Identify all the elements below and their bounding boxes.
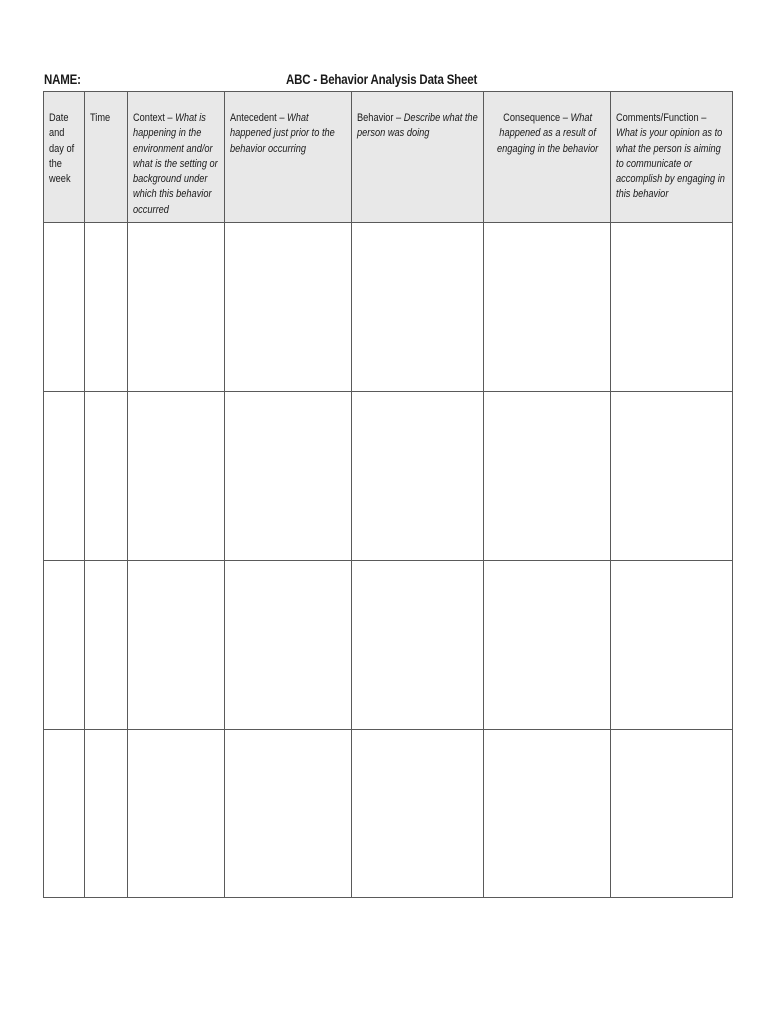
comments-cell[interactable] [611, 223, 733, 392]
date-cell[interactable] [44, 561, 85, 730]
time-cell[interactable] [85, 730, 128, 898]
table-row [44, 561, 733, 730]
column-header-consequence: Consequence – What happened as a result of engaging in the behavior [484, 92, 611, 223]
name-label: NAME: [44, 71, 81, 87]
time-cell[interactable] [85, 561, 128, 730]
context-cell[interactable] [128, 561, 225, 730]
comments-cell[interactable] [611, 730, 733, 898]
table-row [44, 223, 733, 392]
behavior-cell[interactable] [352, 392, 484, 561]
table-row [44, 392, 733, 561]
comments-cell[interactable] [611, 561, 733, 730]
behavior-cell[interactable] [352, 730, 484, 898]
page-title: ABC - Behavior Analysis Data Sheet [286, 71, 478, 87]
date-cell[interactable] [44, 223, 85, 392]
column-header-antecedent: Antecedent – What happened just prior to the behavior occurring [225, 92, 352, 223]
time-cell[interactable] [85, 392, 128, 561]
comments-cell[interactable] [611, 392, 733, 561]
context-cell[interactable] [128, 223, 225, 392]
column-header-time: Time [85, 92, 128, 223]
column-header-comments-function: Comments/Function – What is your opinion as to what the person is aiming to communicate or accomplish by engaging in this behavior [611, 92, 733, 223]
table-row [44, 730, 733, 898]
column-header-date: Date and day of the week [44, 92, 85, 223]
consequence-cell[interactable] [484, 223, 611, 392]
time-cell[interactable] [85, 223, 128, 392]
consequence-cell[interactable] [484, 561, 611, 730]
context-cell[interactable] [128, 730, 225, 898]
antecedent-cell[interactable] [225, 392, 352, 561]
antecedent-cell[interactable] [225, 223, 352, 392]
consequence-cell[interactable] [484, 392, 611, 561]
antecedent-cell[interactable] [225, 730, 352, 898]
column-header-behavior: Behavior – Describe what the person was doing [352, 92, 484, 223]
context-cell[interactable] [128, 392, 225, 561]
consequence-cell[interactable] [484, 730, 611, 898]
date-cell[interactable] [44, 392, 85, 561]
date-cell[interactable] [44, 730, 85, 898]
column-header-context: Context – What is happening in the environment and/or what is the setting or background under which this behavior occurred [128, 92, 225, 223]
behavior-cell[interactable] [352, 561, 484, 730]
antecedent-cell[interactable] [225, 561, 352, 730]
abc-data-table [43, 91, 733, 898]
behavior-cell[interactable] [352, 223, 484, 392]
header-row [44, 92, 733, 223]
